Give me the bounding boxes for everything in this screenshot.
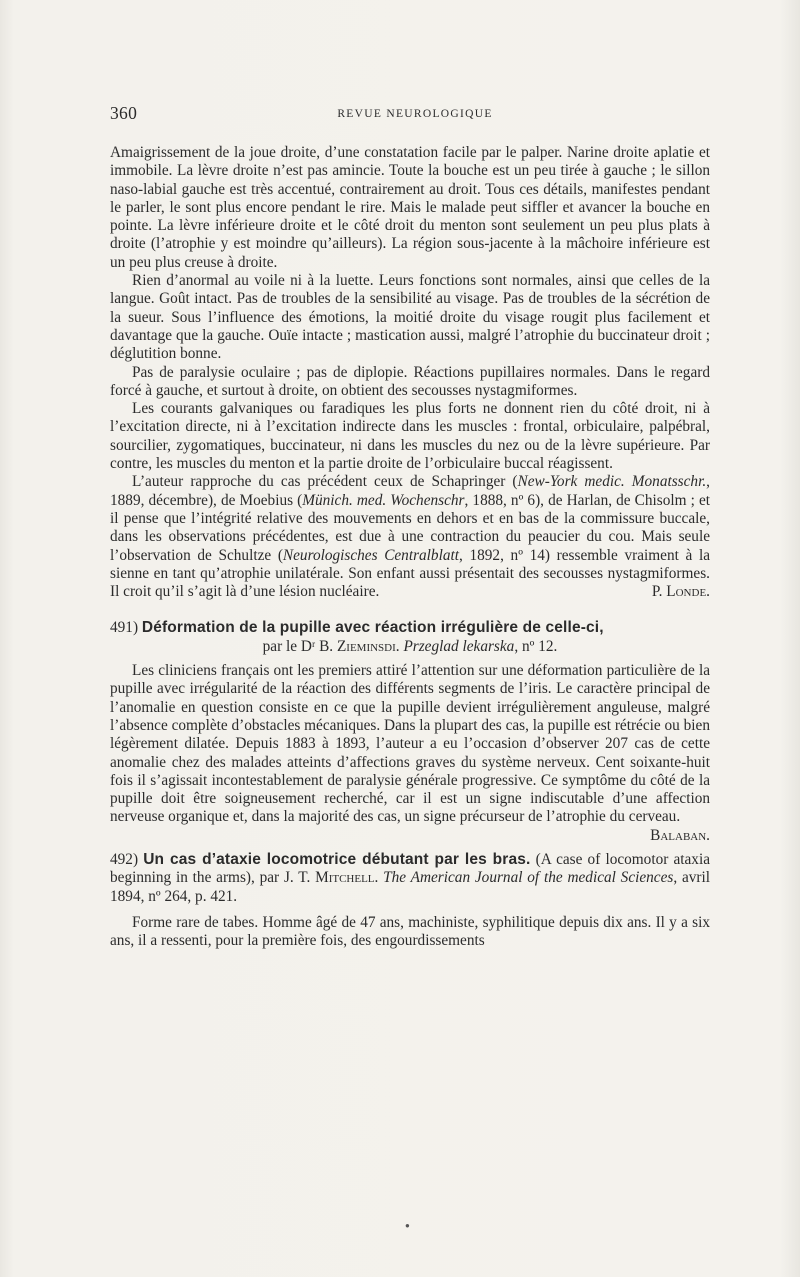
journal-name: The American Journal of the medical Sciences	[383, 869, 674, 887]
article-491-byline	[110, 638, 710, 656]
paragraph-ocular: Pas de paralysie oculaire ; pas de diplopie. Réactions pupillaires normales. Dans le regard forcé à gauche, et surtout à droite, on obtient des secousses nystagmiformes.	[110, 363, 710, 399]
article-492-body: Forme rare de tabes. Homme âgé de 47 ans, machiniste, syphilitique depuis dix ans. Il y a six ans, il a ressenti, pour la première fois, des engourdissements	[110, 913, 710, 950]
ornament-dot: ●	[405, 1221, 410, 1230]
paragraph-author-comparison	[110, 473, 710, 601]
page-body	[110, 144, 710, 950]
journal-citation: Neurologisches Centralblatt	[282, 546, 459, 564]
article-title: Déformation de la pupille avec réaction irrégulière de celle-ci,	[141, 619, 604, 637]
author-name: Zieminsdi.	[336, 637, 400, 655]
author-name: Mitchell.	[315, 869, 379, 887]
article-491-body: Les cliniciens français ont les premiers attiré l’attention sur une déformation particulière de la pupille avec irrégularité de la réaction des différents segments de l’iris. Le caractère principal de l’anomalie en question consiste en ce que la pupille devient irrégulièrement anguleuse, malgré l’absence complète d’obstacles mécaniques. Dans la plupart des cas, la pupille est rétrécie ou bien légèrement dilatée. Depuis 1883 à 1893, l’auteur a eu l’occasion d’observer 207 cas de cette anomalie chez des malades atteints d’affections graves du système nerveux. Cent soixante-huit fois il s’agissait incontestablement de paralysie générale progressive. Ce symptôme du côté de la pupille doit être soigneusement recherché, car il est un signe indiscutable d’une affection nerveuse organique et, dans la majorité des cas, un signe précurseur de l’atrophie du cerveau.	[110, 662, 710, 826]
page-header	[110, 103, 710, 125]
article-491-title-line	[110, 619, 710, 637]
signature-londe: P. Londe.	[651, 583, 710, 601]
article-number: 491)	[110, 619, 139, 637]
text-segment: L’auteur rapproche du cas précédent ceux de Schapringer (	[132, 473, 518, 491]
paragraph-currents: Les courants galvaniques ou faradiques les plus forts ne donnent rien du côté droit, ni à l’excitation directe, ni à l’excitation indirecte dans les muscles : frontal, orbiculaire, palpébral, sourcilier, zygomatiques, buccinateur, ni dans les muscles du nez ou de la lèvre supérieure. Par contre, les muscles du menton et la partie droite de l’orbiculaire buccal réagissent.	[110, 400, 710, 473]
running-title: REVUE NEUROLOGIQUE	[337, 108, 493, 120]
text-segment: , avril 1894, nº 264, p. 421.	[110, 869, 710, 905]
journal-citation: New-York medic. Monatsschr.	[517, 473, 707, 491]
article-491-heading	[110, 619, 710, 656]
paragraph-sensibility: Rien d’anormal au voile ni à la luette. Leurs fonctions sont normales, ainsi que celles de la langue. Goût intact. Pas de troubles de la sensibilité au visage. Pas de troubles de la sécrétion de la sueur. Sous l’influence des émotions, la moitié droite du visage rougit plus facilement et davantage que la gauche. Ouïe intacte ; mastication aussi, malgré l’atrophie du buccinateur droit ; déglutition bonne.	[110, 272, 710, 363]
article-number: 492)	[110, 850, 139, 868]
text-segment: , 1888, nº 6), de Harlan, de Chisolm ; et il pense que l’intégrité relative des mouvements en dehors et en bas de la commissure buccale, dans les observations précédentes, est due à une contraction du peaucier du cou. Mais seule l’observation de Schultze (	[110, 491, 711, 564]
paragraph-atrophy: Amaigrissement de la joue droite, d’une constatation facile par le palper. Narine droite aplatie et immobile. La lèvre droite n’est pas amincie. Toute la bouche est un peu tirée à gauche ; le sillon naso-labial gauche est très accentué, contrairement au droit. Tous ces détails, manifestes pendant le parler, le sont plus encore pendant le rire. Mais le malade peut siffler et avancer la bouche en pointe. La lèvre inférieure droite et le côté droit du menton sont seulement un peu plus plats à droite (l’atrophie y est moindre qu’ailleurs). La région sous-jacente à la mâchoire inférieure est un peu plus creuse à droite.	[110, 144, 710, 271]
page-number: 360	[110, 103, 138, 123]
byline-prefix: par le Dʳ B.	[262, 637, 337, 655]
signature-balaban: Balaban.	[650, 826, 710, 844]
text-segment: , 1892, nº 14) ressemble vraiment à la sienne en tant qu’atrophie unilatérale. Son enfant aussi présentait des secousses nystagmiformes. Il croit qu’il s’agit là d’une lésion nucléaire.	[110, 546, 711, 601]
journal-citation: Münich. med. Wochenschr	[302, 491, 465, 509]
issue-number: , nº 12.	[514, 637, 558, 655]
text-segment: , 1889, décembre), de Moebius (	[110, 473, 710, 509]
journal-name: Przeglad lekarska	[403, 637, 515, 655]
article-title: Un cas d’ataxie locomotrice débutant par les bras.	[143, 850, 531, 868]
article-492-heading	[110, 851, 710, 906]
text-segment: (A case of locomotor ataxia beginning in the arms), par J. T.	[110, 850, 710, 887]
